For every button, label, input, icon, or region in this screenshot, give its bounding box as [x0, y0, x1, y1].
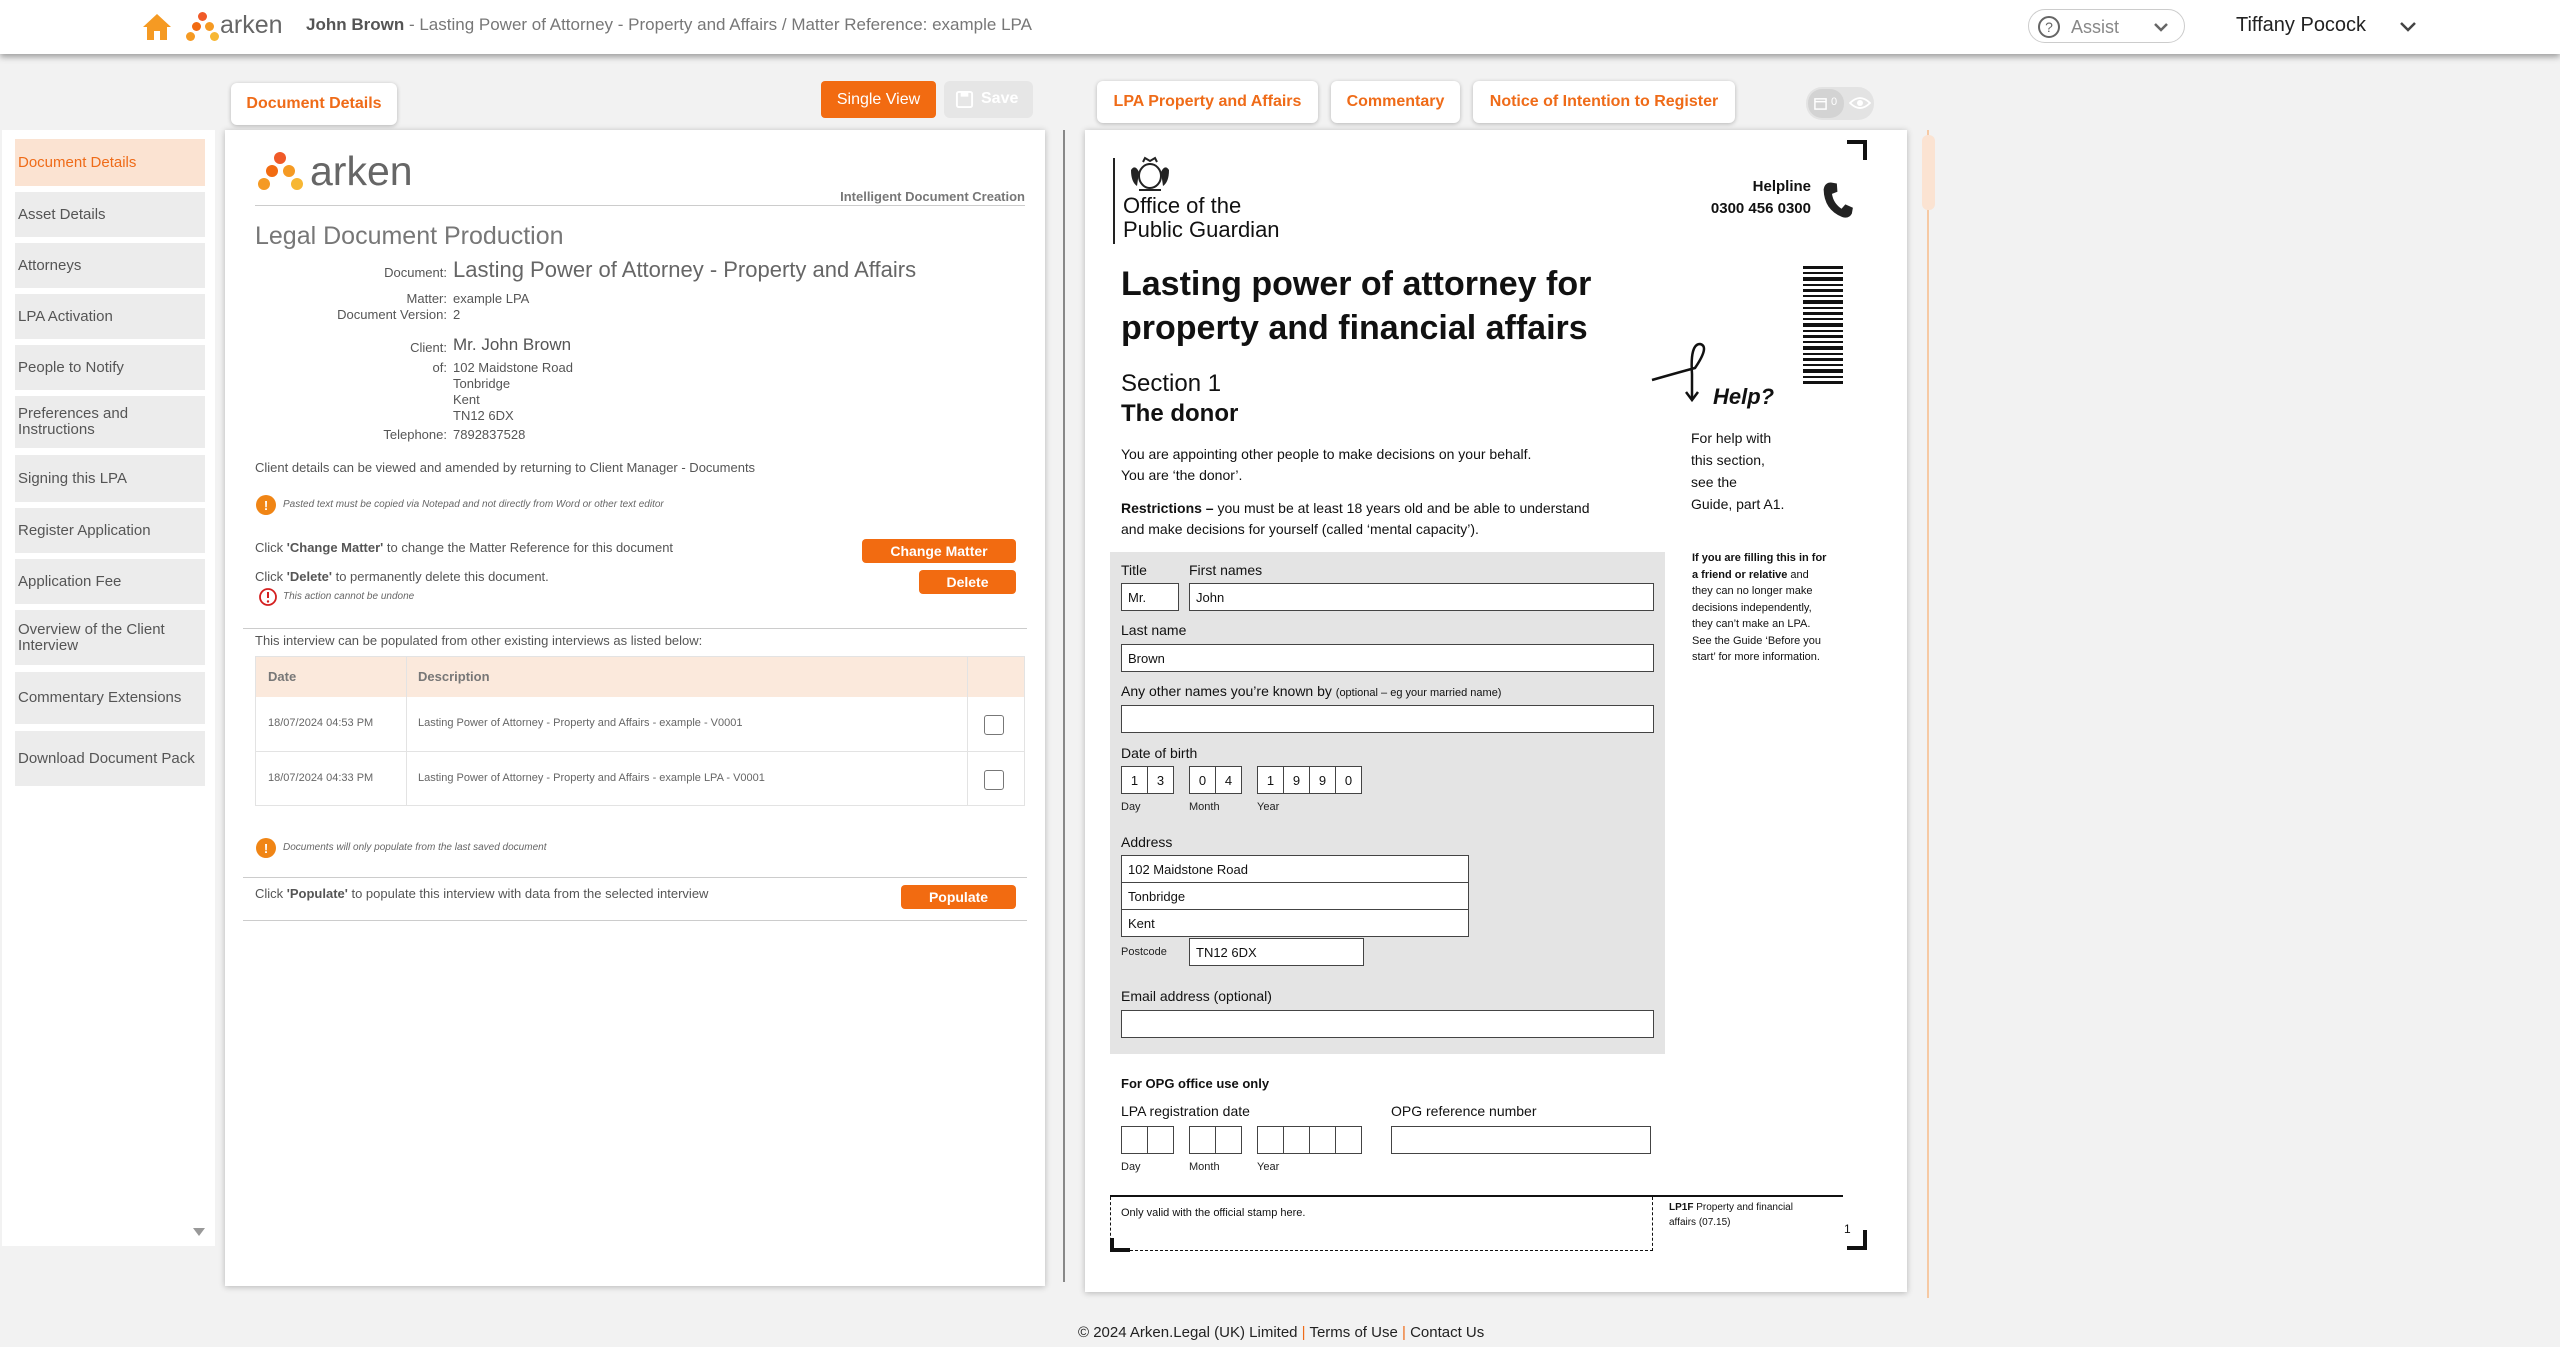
footer-separator: |	[1297, 1324, 1310, 1341]
doc-heading: Legal Document Production	[255, 222, 564, 250]
dob-month-digit[interactable]: 4	[1215, 766, 1242, 794]
sidebar-item-register-application[interactable]: Register Application	[15, 508, 205, 553]
address-line: Tonbridge	[453, 376, 511, 391]
divider	[255, 205, 1025, 206]
sidebar-scroll-down-icon[interactable]	[193, 1228, 205, 1236]
undone-note: This action cannot be undone	[283, 591, 415, 602]
home-icon[interactable]	[141, 12, 173, 42]
counter-toggle[interactable]	[1808, 89, 1844, 118]
address-line-field[interactable]: Tonbridge	[1121, 882, 1469, 910]
stamp-note: Only valid with the official stamp here.	[1121, 1207, 1306, 1219]
royal-crest-icon	[1125, 156, 1175, 194]
tab-document-details[interactable]: Document Details	[231, 83, 397, 125]
dob-year-digit[interactable]: 0	[1335, 766, 1362, 794]
sidebar-item-preferences[interactable]: Preferences and Instructions	[15, 396, 205, 448]
title-field[interactable]: Mr.	[1121, 583, 1179, 611]
helpline-label: Helpline	[1752, 178, 1811, 195]
document-details-panel	[225, 130, 1045, 1286]
form-code: LP1F Property and financial affairs (07.15)	[1669, 1202, 1793, 1228]
row-date: 18/07/2024 04:33 PM	[268, 772, 374, 784]
sidebar-item-signing[interactable]: Signing this LPA	[15, 455, 205, 502]
document-label: Document:	[384, 265, 447, 280]
address-line: Kent	[453, 392, 480, 407]
row-description: Lasting Power of Attorney - Property and Affairs - example - V0001	[418, 717, 743, 729]
donor-details-block	[1110, 552, 1665, 1054]
top-bar	[0, 0, 2560, 54]
last-name-label: Last name	[1121, 622, 1187, 638]
sidebar-item-download-pack[interactable]: Download Document Pack	[15, 731, 205, 786]
change-matter-text: Click 'Change Matter' to change the Matter Reference for this document	[255, 540, 674, 555]
copyright-text: © 2024 Arken.Legal (UK) Limited	[1078, 1324, 1298, 1341]
dob-day-digit[interactable]: 3	[1147, 766, 1174, 794]
dob-day-digit[interactable]: 1	[1121, 766, 1148, 794]
dob-month-digit[interactable]: 0	[1189, 766, 1216, 794]
delete-button[interactable]: Delete	[919, 570, 1016, 594]
single-view-button[interactable]: Single View	[821, 81, 936, 118]
warning-circle-icon	[258, 587, 278, 607]
first-names-label: First names	[1189, 562, 1263, 578]
view-toggle-group	[1806, 87, 1874, 120]
dob-year-digit[interactable]: 9	[1309, 766, 1336, 794]
postcode-field[interactable]: TN12 6DX	[1189, 938, 1364, 966]
divider	[243, 877, 1027, 878]
save-button[interactable]	[944, 81, 1033, 118]
tab-notice-of-intention[interactable]: Notice of Intention to Register	[1473, 81, 1735, 123]
reg-date-year-box[interactable]	[1309, 1126, 1336, 1154]
svg-text:?: ?	[2045, 19, 2053, 35]
sidebar-item-commentary-extensions[interactable]: Commentary Extensions	[15, 672, 205, 724]
table-row[interactable]	[256, 752, 1024, 806]
address-line-field[interactable]: Kent	[1121, 909, 1469, 937]
address-label: Address	[1121, 834, 1173, 850]
sidebar-item-document-details[interactable]: Document Details	[15, 139, 205, 186]
column-header-description: Description	[418, 669, 490, 684]
postcode-label: Postcode	[1121, 946, 1167, 958]
matter-value: example LPA	[453, 291, 530, 306]
floppy-disk-icon	[955, 90, 974, 109]
sidebar-item-attorneys[interactable]: Attorneys	[15, 243, 205, 288]
table-header	[256, 657, 1024, 697]
client-label: Client:	[410, 340, 447, 355]
terms-of-use-link[interactable]: Terms of Use	[1309, 1324, 1398, 1341]
divider	[243, 920, 1027, 921]
reg-date-day-box[interactable]	[1121, 1126, 1148, 1154]
client-value: Mr. John Brown	[453, 335, 572, 354]
info-icon: !	[256, 495, 276, 515]
user-name[interactable]: Tiffany Pocock	[2236, 14, 2367, 36]
doc-tagline: Intelligent Document Creation	[840, 189, 1025, 204]
contact-us-link[interactable]: Contact Us	[1410, 1324, 1485, 1341]
site-footer	[1078, 1324, 1484, 1341]
doc-arken-logo-icon	[261, 152, 301, 192]
donor-intro: You are appointing other people to make decisions on your behalf. You are ‘the donor’.	[1121, 446, 1532, 483]
counter-value: 0	[1831, 96, 1838, 108]
client-name: John Brown	[306, 15, 405, 34]
address-line: 102 Maidstone Road	[453, 360, 573, 375]
sidebar-item-asset-details[interactable]: Asset Details	[15, 192, 205, 237]
column-header-date: Date	[268, 669, 297, 684]
page-title	[306, 15, 1032, 35]
org-name-line2: Public Guardian	[1123, 217, 1280, 242]
address-line: TN12 6DX	[453, 408, 514, 423]
footer-separator: |	[1397, 1324, 1411, 1341]
reg-date-year-box[interactable]	[1283, 1126, 1310, 1154]
other-names-label: Any other names you’re known by (optional – eg your married name)	[1121, 683, 1502, 699]
populate-intro: This interview can be populated from other existing interviews as listed below:	[255, 633, 703, 648]
reg-year-caption: Year	[1257, 1161, 1280, 1173]
calendar-icon	[1814, 97, 1827, 110]
reg-date-year-box[interactable]	[1257, 1126, 1284, 1154]
preview-scroll-thumb[interactable]	[1922, 135, 1935, 210]
reg-month-caption: Month	[1189, 1161, 1220, 1173]
opg-reference-label: OPG reference number	[1391, 1103, 1537, 1119]
form-title-line1: Lasting power of attorney for	[1121, 265, 1592, 303]
other-names-field[interactable]	[1121, 705, 1654, 733]
org-name-line1: Office of the	[1123, 193, 1242, 218]
helpline-number: 0300 456 0300	[1710, 200, 1811, 217]
title-label: Title	[1121, 562, 1147, 578]
registration-date-label: LPA registration date	[1121, 1103, 1250, 1119]
doc-logo-text: arken	[310, 148, 413, 194]
pane-splitter[interactable]	[1063, 130, 1065, 1282]
change-matter-button[interactable]: Change Matter	[862, 539, 1016, 563]
dob-label: Date of birth	[1121, 745, 1198, 761]
email-label: Email address (optional)	[1121, 988, 1272, 1004]
crop-mark	[1110, 1238, 1130, 1252]
last-name-field[interactable]: Brown	[1121, 644, 1654, 672]
email-field[interactable]	[1121, 1010, 1654, 1038]
sidebar-item-lpa-activation[interactable]: LPA Activation	[15, 294, 205, 339]
barcode	[1803, 266, 1843, 388]
matter-label: Matter:	[406, 291, 447, 306]
chevron-down-icon	[2153, 21, 2169, 33]
help-label: Help?	[1713, 384, 1775, 409]
dob-year-caption: Year	[1257, 801, 1280, 813]
version-label: Document Version:	[337, 307, 447, 322]
dob-year-digit[interactable]: 1	[1257, 766, 1284, 794]
dob-year-digit[interactable]: 9	[1283, 766, 1310, 794]
app-logo-text: arken	[220, 11, 283, 39]
page-title-rest: - Lasting Power of Attorney - Property and Affairs / Matter Reference: example LPA	[404, 15, 1032, 34]
table-row[interactable]	[256, 697, 1024, 751]
crop-mark	[1847, 140, 1867, 160]
row-description: Lasting Power of Attorney - Property and Affairs - example LPA - V0001	[418, 772, 765, 784]
sidebar-item-application-fee[interactable]: Application Fee	[15, 559, 205, 604]
interviews-table	[255, 656, 1025, 806]
telephone-label: Telephone:	[383, 427, 447, 442]
side-note: If you are filling this in for a friend or relative and they can no longer make decisions independently, they can’t make an LPA. See the Guide ‘Before you start’ for more information.	[1692, 552, 1827, 663]
populate-text: Click 'Populate' to populate this interview with data from the selected interview	[255, 886, 709, 901]
crop-mark	[1847, 1230, 1867, 1250]
delete-text: Click 'Delete' to permanently delete this document.	[255, 569, 549, 584]
first-names-field[interactable]: John	[1189, 583, 1654, 611]
info-icon: !	[256, 838, 276, 858]
sidebar-item-overview[interactable]: Overview of the Client Interview	[15, 610, 205, 665]
other-names-hint: (optional – eg your married name)	[1335, 687, 1502, 699]
page-number: 1	[1844, 1222, 1851, 1236]
dob-month-caption: Month	[1189, 801, 1220, 813]
row-select-checkbox[interactable]	[984, 770, 1004, 790]
stamp-area	[1110, 1197, 1653, 1251]
tab-commentary[interactable]: Commentary	[1331, 81, 1460, 123]
opg-reference-field[interactable]	[1391, 1126, 1651, 1154]
row-select-checkbox[interactable]	[984, 715, 1004, 735]
reg-date-month-box[interactable]	[1215, 1126, 1242, 1154]
user-chevron-down-icon[interactable]	[2399, 21, 2417, 33]
reg-date-year-box[interactable]	[1335, 1126, 1362, 1154]
question-circle-icon	[2037, 15, 2061, 39]
crest-rule	[1113, 158, 1115, 244]
arken-logo-icon	[188, 12, 218, 42]
eye-icon[interactable]	[1849, 95, 1871, 111]
tab-lpa-property-affairs[interactable]: LPA Property and Affairs	[1097, 81, 1318, 123]
telephone-value: 7892837528	[453, 427, 526, 442]
paste-note: Pasted text must be copied via Notepad and not directly from Word or other text editor	[283, 499, 664, 510]
phone-icon	[1818, 180, 1858, 220]
donor-heading: The donor	[1121, 400, 1239, 427]
section-number: Section 1	[1121, 370, 1222, 397]
address-of-label: of:	[432, 360, 447, 375]
save-label: Save	[981, 90, 1019, 107]
assist-dropdown[interactable]	[2028, 9, 2185, 43]
row-date: 18/07/2024 04:53 PM	[268, 717, 374, 729]
populate-button[interactable]: Populate	[901, 885, 1016, 909]
sidebar-item-people-to-notify[interactable]: People to Notify	[15, 345, 205, 390]
reg-date-day-box[interactable]	[1147, 1126, 1174, 1154]
address-line-field[interactable]: 102 Maidstone Road	[1121, 855, 1469, 883]
help-text: For help with this section, see the Guide, part A1.	[1691, 430, 1785, 512]
divider	[243, 628, 1027, 629]
preview-scroll-track[interactable]	[1927, 130, 1929, 1298]
opg-office-heading: For OPG office use only	[1121, 1076, 1270, 1091]
form-title-line2: property and financial affairs	[1121, 309, 1588, 347]
reg-date-month-box[interactable]	[1189, 1126, 1216, 1154]
lpa-form-preview	[1085, 130, 1907, 1292]
version-value: 2	[453, 307, 461, 322]
dob-day-caption: Day	[1121, 801, 1141, 813]
last-saved-note: Documents will only populate from the last saved document	[283, 842, 547, 853]
client-manager-note: Client details can be viewed and amended by returning to Client Manager - Documents	[255, 460, 756, 475]
reg-day-caption: Day	[1121, 1161, 1141, 1173]
restrictions-text: Restrictions – you must be at least 18 years old and be able to understand and make decisions for yourself (called ‘mental capacity’).	[1121, 500, 1590, 537]
document-value: Lasting Power of Attorney - Property and Affairs	[453, 257, 917, 282]
assist-label: Assist	[2071, 17, 2120, 37]
